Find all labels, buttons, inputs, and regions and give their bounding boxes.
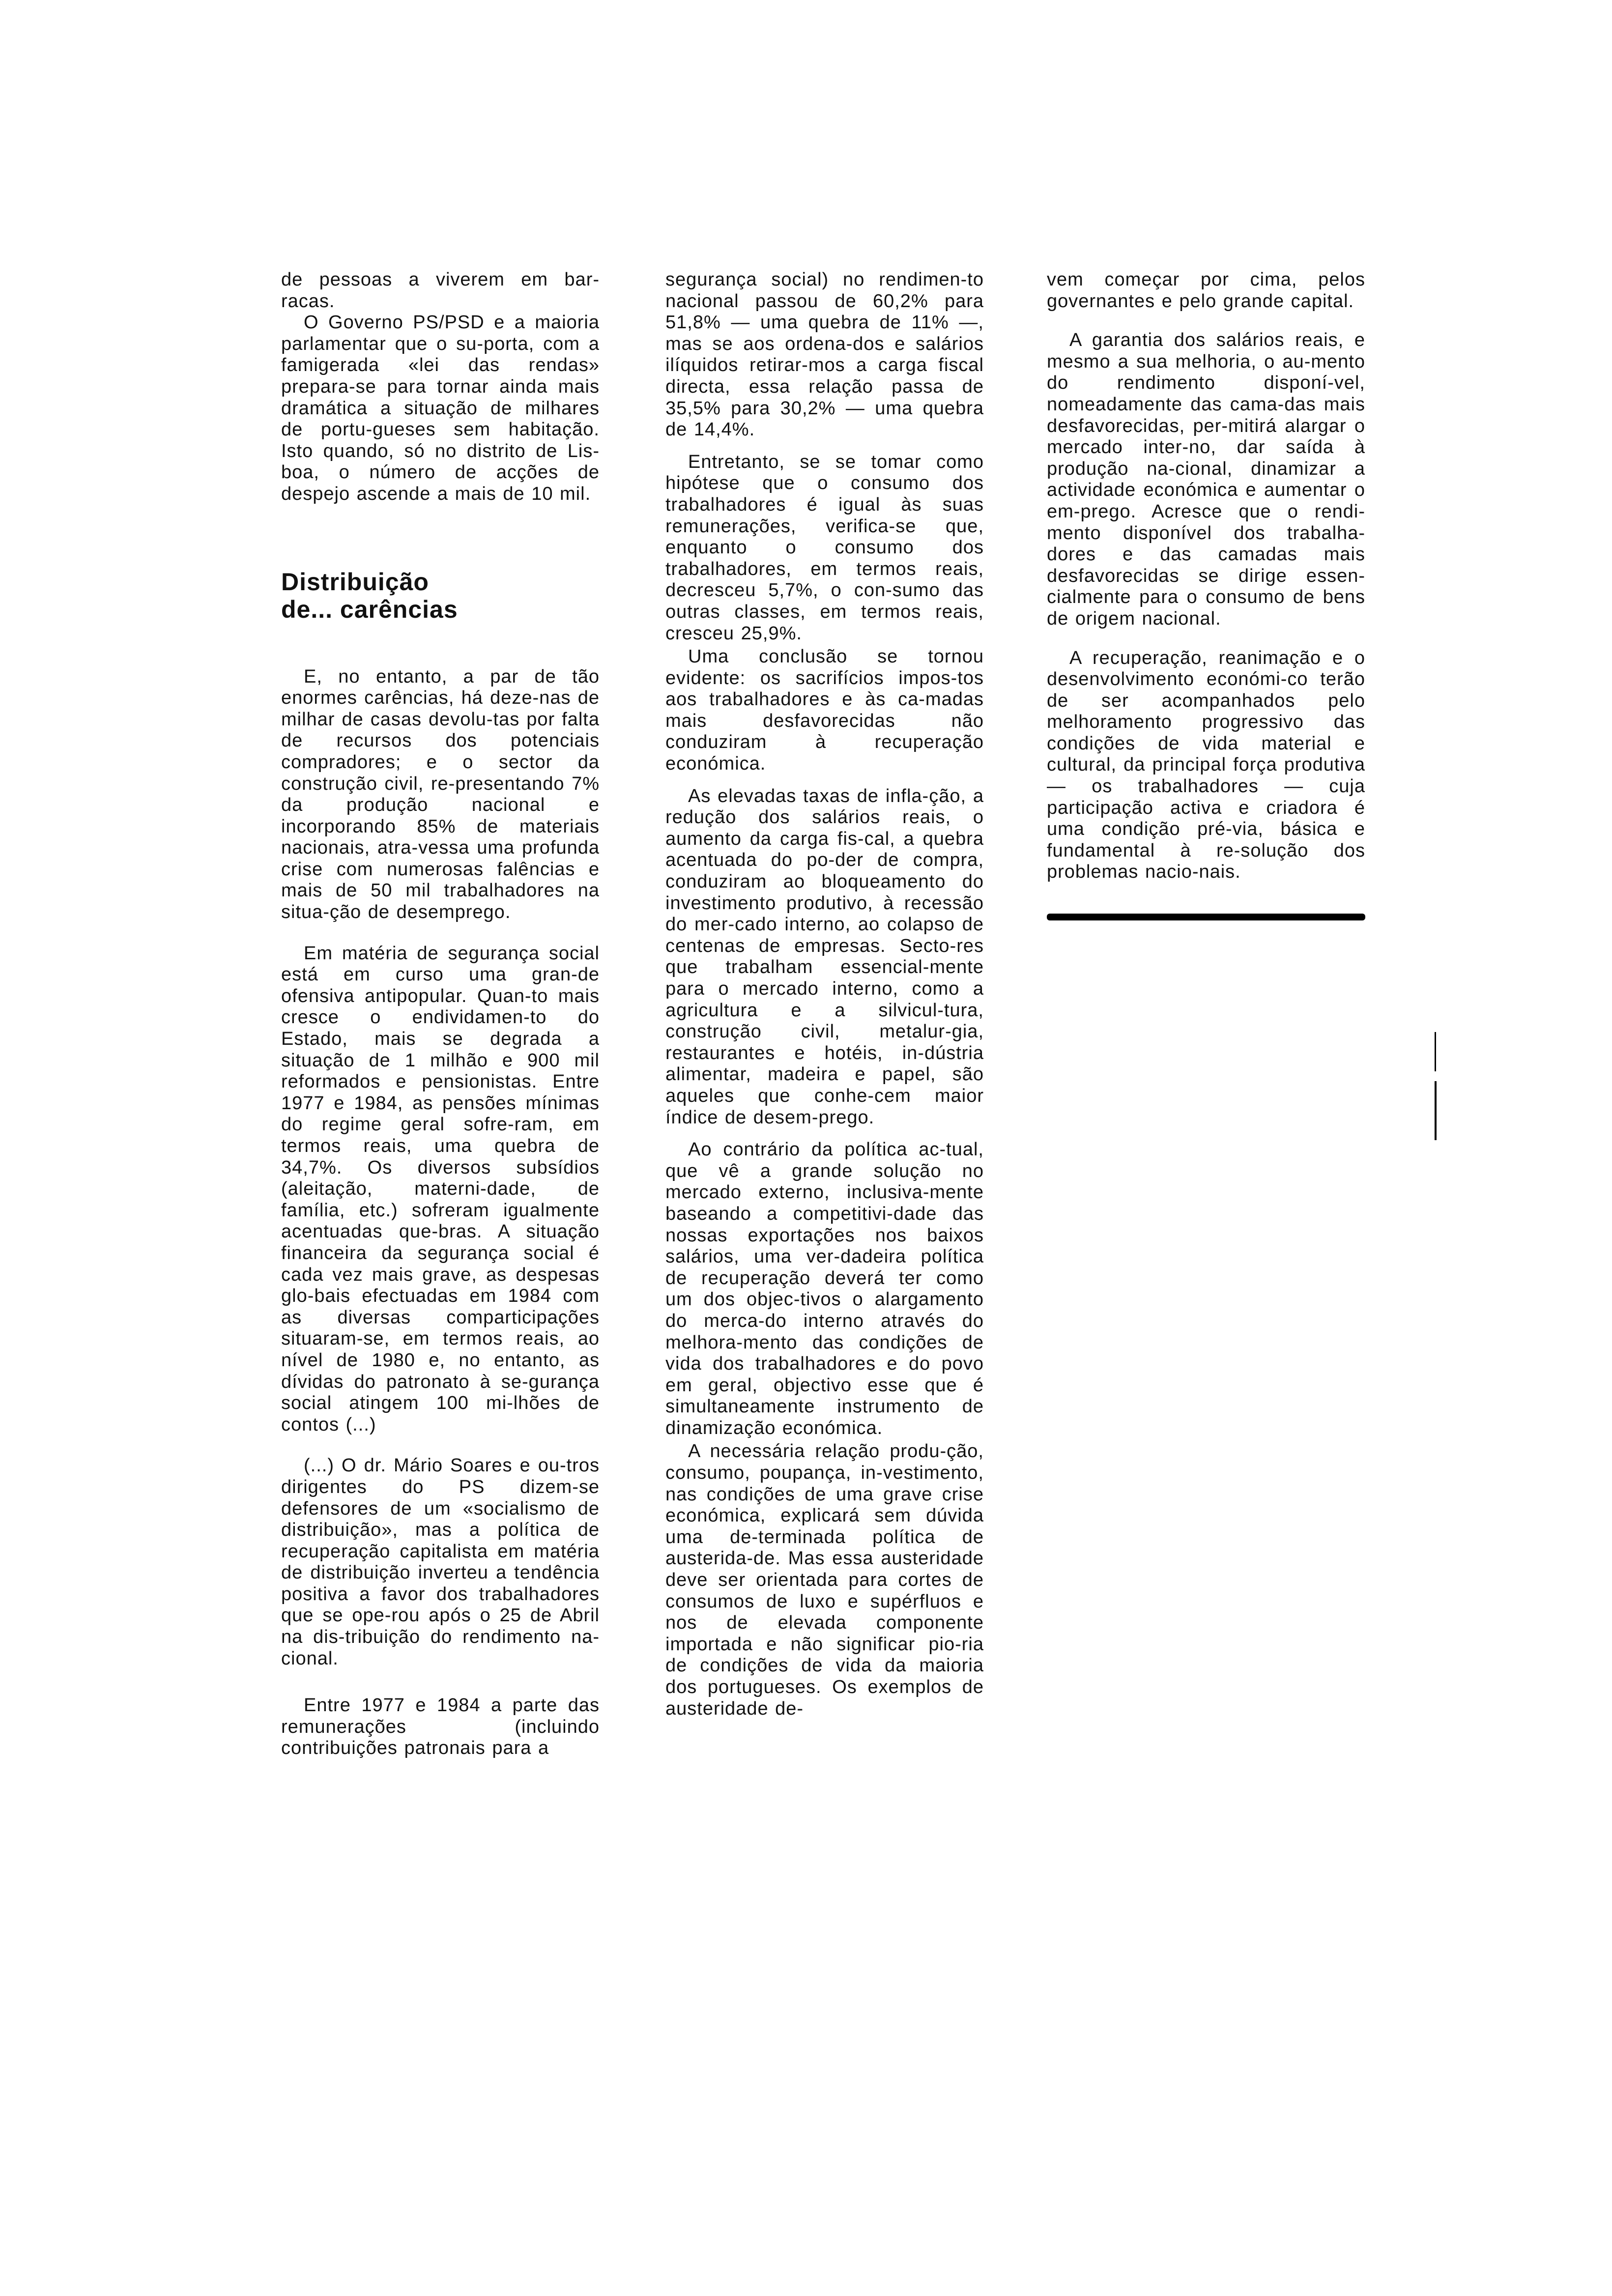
article-column-1 (281, 269, 600, 1759)
paragraph: Em matéria de segurança social está em curso uma gran-de ofensiva antipopular. Quan-to mais cresce o endividamen-to do Estado, mais se degrada a situação de 1 milhão e 900 mil reformados e pensionistas. Entre 1977 e 1984, as pensões mínimas do regime geral sofre-ram, em termos reais, uma quebra de 34,7%. Os diversos subsídios (aleitação, materni-dade, de família, etc.) sofreram igualmente acentuadas que-bras. A situação financeira da segurança social é cada vez mais grave, as despesas glo-bais efectuadas em 1984 com as diversas comparticipações situaram-se, em termos reais, ao nível de 1980 e, no entanto, as dívidas do patronato à se-gurança social atingem 100 mi-lhões de contos (...) (281, 943, 600, 1435)
paragraph: de pessoas a viverem em bar-racas. (281, 269, 600, 312)
article-column-2 (665, 269, 984, 1720)
scan-mark (1435, 1081, 1437, 1140)
section-heading-line-2: de... carências (281, 595, 458, 623)
paragraph: (...) O dr. Mário Soares e ou-tros dirigentes do PS dizem-se defensores de um «socialismo de distribuição», mas a política de recuperação capitalista em matéria de distribuição inverteu a tendência positiva a favor dos trabalhadores que se ope-rou após o 25 de Abril na dis-tribuição do rendimento na-cional. (281, 1455, 600, 1669)
paragraph: Ao contrário da política ac-tual, que vê a grande solução no mercado externo, inclusiva-mente baseando a competitivi-dade das nossas exportações nos baixos salários, uma ver-dadeira política de recuperação deverá ter como um dos objec-tivos o alargamento do merca-do interno através do melhora-mento das condições de vida dos trabalhadores e do povo em geral, objectivo esse que é simultaneamente instrumento de dinamização económica. (665, 1139, 984, 1438)
scan-mark (1435, 1032, 1436, 1071)
paragraph: A necessária relação produ-ção, consumo, poupança, in-vestimento, nas condições de uma grave crise económica, explicará sem dúvida uma de-terminada política de austerida-de. Mas essa austeridade deve ser orientada para cortes de consumos de luxo e supérfluos e nos de elevada componente importada e não significar pio-ria de condições de vida da maioria dos portugueses. Os exemplos de austeridade de- (665, 1441, 984, 1719)
paragraph: Uma conclusão se tornou evidente: os sacrifícios impos-tos aos trabalhadores e às ca-madas mais desfavorecidas não conduziram à recuperação económica. (665, 646, 984, 775)
paragraph: E, no entanto, a par de tão enormes carências, há deze-nas de milhar de casas devolu-tas por falta de recursos dos potenciais compradores; e o sector da construção civil, re-presentando 7% da produção nacional e incorporando 85% de materiais nacionais, atra-vessa uma profunda crise com numerosas falências e mais de 50 mil trabalhadores na situa-ção de desemprego. (281, 666, 600, 923)
paragraph: segurança social) no rendimen-to nacional passou de 60,2% para 51,8% — uma quebra de 11% —, mas se aos ordena-dos e salários ilíquidos retirar-mos a carga fiscal directa, essa relação passa de 35,5% para 30,2% — uma quebra de 14,4%. (665, 269, 984, 440)
paragraph: vem começar por cima, pelos governantes e pelo grande capital. (1047, 269, 1365, 312)
section-heading-line-1: Distribuição (281, 568, 429, 596)
paragraph: Entre 1977 e 1984 a parte das remunerações (incluindo contribuições patronais para a (281, 1695, 600, 1759)
spacer (281, 623, 600, 666)
paragraph: Entretanto, se se tomar como hipótese que o consumo dos trabalhadores é igual às suas remunerações, verifica-se que, enquanto o consumo dos trabalhadores, em termos reais, decresceu 5,7%, o con-sumo das outras classes, em termos reais, cresceu 25,9%. (665, 451, 984, 644)
article-end-rule (1047, 914, 1365, 920)
paragraph: A recuperação, reanimação e o desenvolvimento económi-co terão de ser acompanhados pelo melhoramento progressivo das condições de vida material e cultural, da principal força produtiva — os trabalhadores — cuja participação activa e criadora é uma condição pré-via, básica e fundamental à re-solução dos problemas nacio-nais. (1047, 647, 1365, 883)
section-heading (281, 568, 600, 623)
article-column-3 (1047, 269, 1365, 920)
paragraph: O Governo PS/PSD e a maioria parlamentar que o su-porta, com a famigerada «lei das rendas» prepara-se para tornar ainda mais dramática a situação de milhares de portu-gueses sem habitação. Isto quando, só no distrito de Lis-boa, o número de acções de despejo ascende a mais de 10 mil. (281, 312, 600, 504)
paragraph: As elevadas taxas de infla-ção, a redução dos salários reais, o aumento da carga fis-cal, a quebra acentuada do po-der de compra, conduziram ao bloqueamento do investimento produtivo, à recessão do mer-cado interno, ao colapso de centenas de empresas. Secto-res que trabalham essencial-mente para o mercado interno, como a agricultura e a silvicul-tura, construção civil, metalur-gia, restaurantes e hotéis, in-dústria alimentar, madeira e papel, são aqueles que conhe-cem maior índice de desem-prego. (665, 785, 984, 1128)
paragraph: A garantia dos salários reais, e mesmo a sua melhoria, o au-mento do rendimento disponí-vel, nomeadamente das cama-das mais desfavorecidas, per-mitirá alargar o mercado inter-no, dar saída à produção na-cional, dinamizar a actividade económica e aumentar o em-prego. Acresce que o rendi-mento disponível dos trabalha-dores e das camadas mais desfavorecidas se dirige essen-cialmente para o consumo de bens de origem nacional. (1047, 330, 1365, 629)
